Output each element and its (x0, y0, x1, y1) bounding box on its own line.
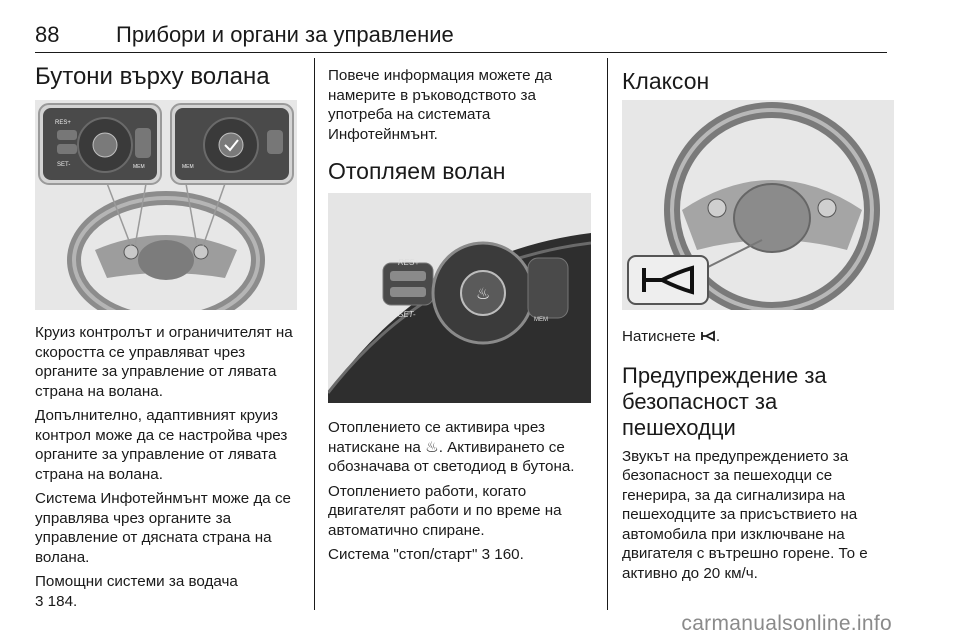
watermark: carmanualsonline.info (681, 612, 892, 635)
driver-assist-ref[interactable] (35, 592, 297, 612)
set-label: SET- (398, 310, 416, 319)
paragraph-press-horn (622, 327, 894, 347)
paragraph-driver-assist: Помощни системи за водача (35, 573, 238, 590)
heated-wheel-figure (328, 193, 591, 403)
column-divider-2 (607, 58, 608, 610)
horn-icon (700, 330, 716, 342)
reference-page: 184. (43, 592, 78, 610)
section-heading-heated-wheel: Отопляем волан (328, 158, 506, 184)
paragraph-infotainment: Система Инфотейнмънт може да се управлява чрез органите за управление от дясната страна на волана. (35, 490, 292, 566)
paragraph-cruise-control: Круиз контролът и ограничителят на скоростта се управляват чрез органите за управление от лявата страна на волана. (35, 324, 293, 400)
chapter-title: Прибори и органи за управление (116, 22, 454, 47)
paragraph-more-info: Повече информация можете да намерите в ръководството за употреба на системата Инфотейнмънт. (328, 67, 553, 143)
svg-text:♨: ♨ (476, 284, 491, 303)
column-divider-1 (314, 58, 315, 610)
press-horn-end: . (715, 328, 721, 345)
left-set-label: SET- (57, 162, 71, 168)
reference-page: 160. (490, 546, 524, 563)
horn-figure (622, 100, 894, 310)
paragraph-heating-operation: Отоплението работи, когато двигателят работи и по време на автоматично спиране. (328, 482, 562, 539)
paragraph-pedestrian-warning: Звукът на предупреждението за безопасност за пешеходци се генерира, за да сигнализира на пешеходците за присъствието на автомобила при изключване на двигателя с вътрешно горене. То е активно до 20 км/ч. (622, 447, 868, 582)
reference-arrow-icon: 3 (481, 546, 491, 563)
page-number: 88 (35, 22, 60, 47)
horn-and-pedestrian-text (622, 327, 894, 588)
res-label: RES+ (398, 258, 420, 267)
mem-label: MEM (534, 317, 548, 323)
right-mem-label: MEM (182, 164, 194, 170)
section-heading-horn: Клаксон (622, 68, 710, 94)
heating-activation-text: Отоплението се активира чрез натискане на (328, 419, 545, 456)
press-horn-text: Натиснете (622, 328, 696, 345)
section-heading-steering-buttons: Бутони върху волана (35, 63, 270, 90)
left-mem-label: MEM (133, 164, 145, 170)
heated-wheel-icon: ♨ (425, 438, 439, 456)
steering-buttons-text (35, 323, 297, 616)
paragraph-stop-start-ref[interactable] (328, 545, 593, 565)
paragraph-adaptive-cruise: Допълнително, адаптивният круиз контрол може да се настройва чрез органите за управление от лявата страна на волана. (35, 407, 288, 483)
section-heading-pedestrian-safety: Предупреждение за безопасност за пешеходци (622, 362, 827, 440)
steering-wheel-controls-figure (35, 100, 297, 310)
infotainment-more-info (328, 66, 593, 149)
heated-wheel-text (328, 418, 593, 570)
header-rule (35, 52, 887, 53)
left-res-label: RES+ (55, 120, 71, 126)
stop-start-text: Система "стоп/старт" (328, 546, 478, 563)
paragraph-heating-activation (328, 418, 593, 477)
heating-activation-rest: . Активирането се обозначава от светодиод в бутона. (328, 438, 575, 475)
reference-arrow-icon: 3 (35, 592, 44, 610)
